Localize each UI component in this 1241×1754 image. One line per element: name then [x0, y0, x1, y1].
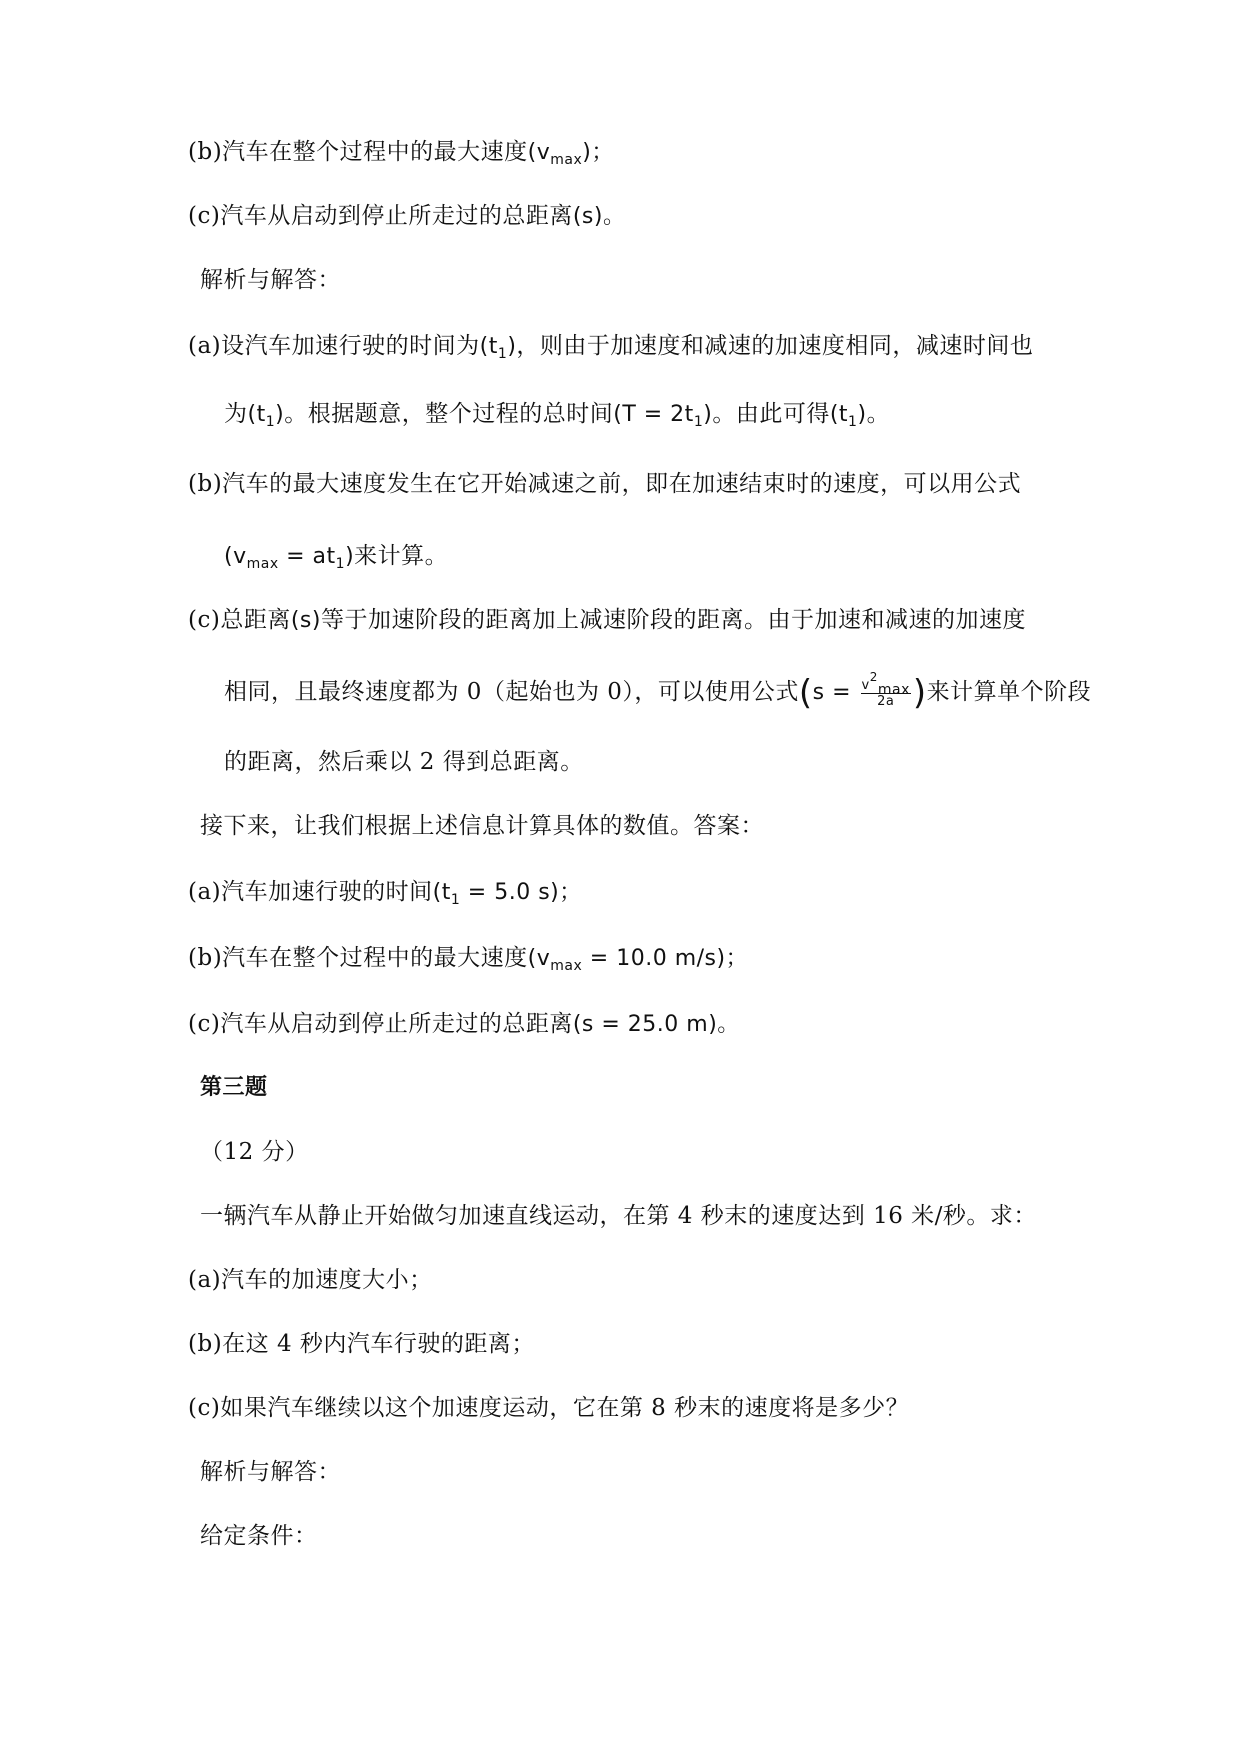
- formula-s: (s)。: [572, 204, 626, 229]
- q3-title: 第三题: [200, 1075, 268, 1100]
- q2-part-b: [188, 136, 614, 170]
- formula-distance: (s = $\frac{v^2_{max}}{2a}$ ): [798, 670, 927, 713]
- fraction: $\frac{v^2_{max}}{2a}$: [861, 670, 910, 709]
- formula-s: (s): [290, 608, 321, 633]
- formula-t1-value: ($t_1 = 5.0$ s)；: [432, 880, 582, 908]
- formula-t1: $(t_1)$: [247, 402, 285, 430]
- q3-question: 一辆汽车从静止开始做匀加速直线运动，在第 4 秒末的速度达到 16 米/秒。求：: [200, 1203, 1037, 1229]
- q2-next-text: 接下来，让我们根据上述信息计算具体的数值。答案：: [200, 813, 764, 839]
- q3-score: （12 分）: [200, 1139, 309, 1165]
- q2-answer-a-line2: 为$(t_1)$。根据题意，整个过程的总时间$(T = 2t_1)$。由此可得$(t_1)$。: [224, 401, 891, 430]
- q2-part-c: [188, 200, 625, 234]
- q2-final-b: (b)汽车在整个过程中的最大速度($v_{max} = 10.0$ m/s)；: [188, 945, 749, 974]
- q2-analysis-heading: 解析与解答：: [200, 267, 341, 293]
- q2-answer-c-line2: 相同，且最终速度都为 0（起始也为 0），可以使用公式(s = $\frac{v^2_{max}}{2a}$ )来计算单个阶段: [224, 670, 1092, 713]
- q2-answer-b-line1: (b)汽车的最大速度发生在它开始减速之前，即在加速结束时的速度，可以用公式: [188, 471, 1022, 497]
- q2-part-c-text: (c)汽车从启动到停止所走过的总距离: [188, 203, 573, 229]
- formula-t1: $(t_1)$: [479, 334, 517, 362]
- q3-part-b: (b)在这 4 秒内汽车行驶的距离；: [188, 1331, 535, 1357]
- q2-final-c: (c)汽车从启动到停止所走过的总距离(s = 25.0 m)。: [188, 1011, 740, 1037]
- formula-t1: $(t_1)$: [829, 402, 867, 430]
- q2-part-b-text: (b)汽车在整个过程中的最大速度: [188, 139, 528, 165]
- formula-s-value: (s = 25.0 m)。: [572, 1012, 740, 1037]
- q2-final-a: (a)汽车加速行驶的时间($t_1 = 5.0$ s)；: [188, 879, 582, 908]
- q3-given-heading: 给定条件：: [200, 1523, 318, 1549]
- formula-vmax-at1: $(v_{max} = at_1)$: [224, 544, 355, 572]
- q2-answer-a-line1: (a)设汽车加速行驶的时间为$(t_1)$，则由于加速度和减速的加速度相同，减速时间也: [188, 333, 1034, 362]
- formula-total-time: $(T = 2t_1)$: [613, 402, 713, 430]
- q2-answer-b-line2: $(v_{max} = at_1)$来计算。: [224, 543, 449, 572]
- q3-part-a: (a)汽车的加速度大小；: [188, 1267, 433, 1293]
- formula-vmax-value: ($v_{max} = 10.0$ m/s)；: [527, 946, 749, 974]
- q3-analysis-heading: 解析与解答：: [200, 1459, 341, 1485]
- q2-answer-c-line1: (c)总距离(s)等于加速阶段的距离加上减速阶段的距离。由于加速和减速的加速度: [188, 607, 1026, 633]
- q3-part-c: (c)如果汽车继续以这个加速度运动，它在第 8 秒末的速度将是多少？: [188, 1395, 910, 1421]
- q2-answer-c-line3: 的距离，然后乘以 2 得到总距离。: [224, 749, 584, 775]
- formula-vmax: $(v_{max})$；: [527, 140, 614, 168]
